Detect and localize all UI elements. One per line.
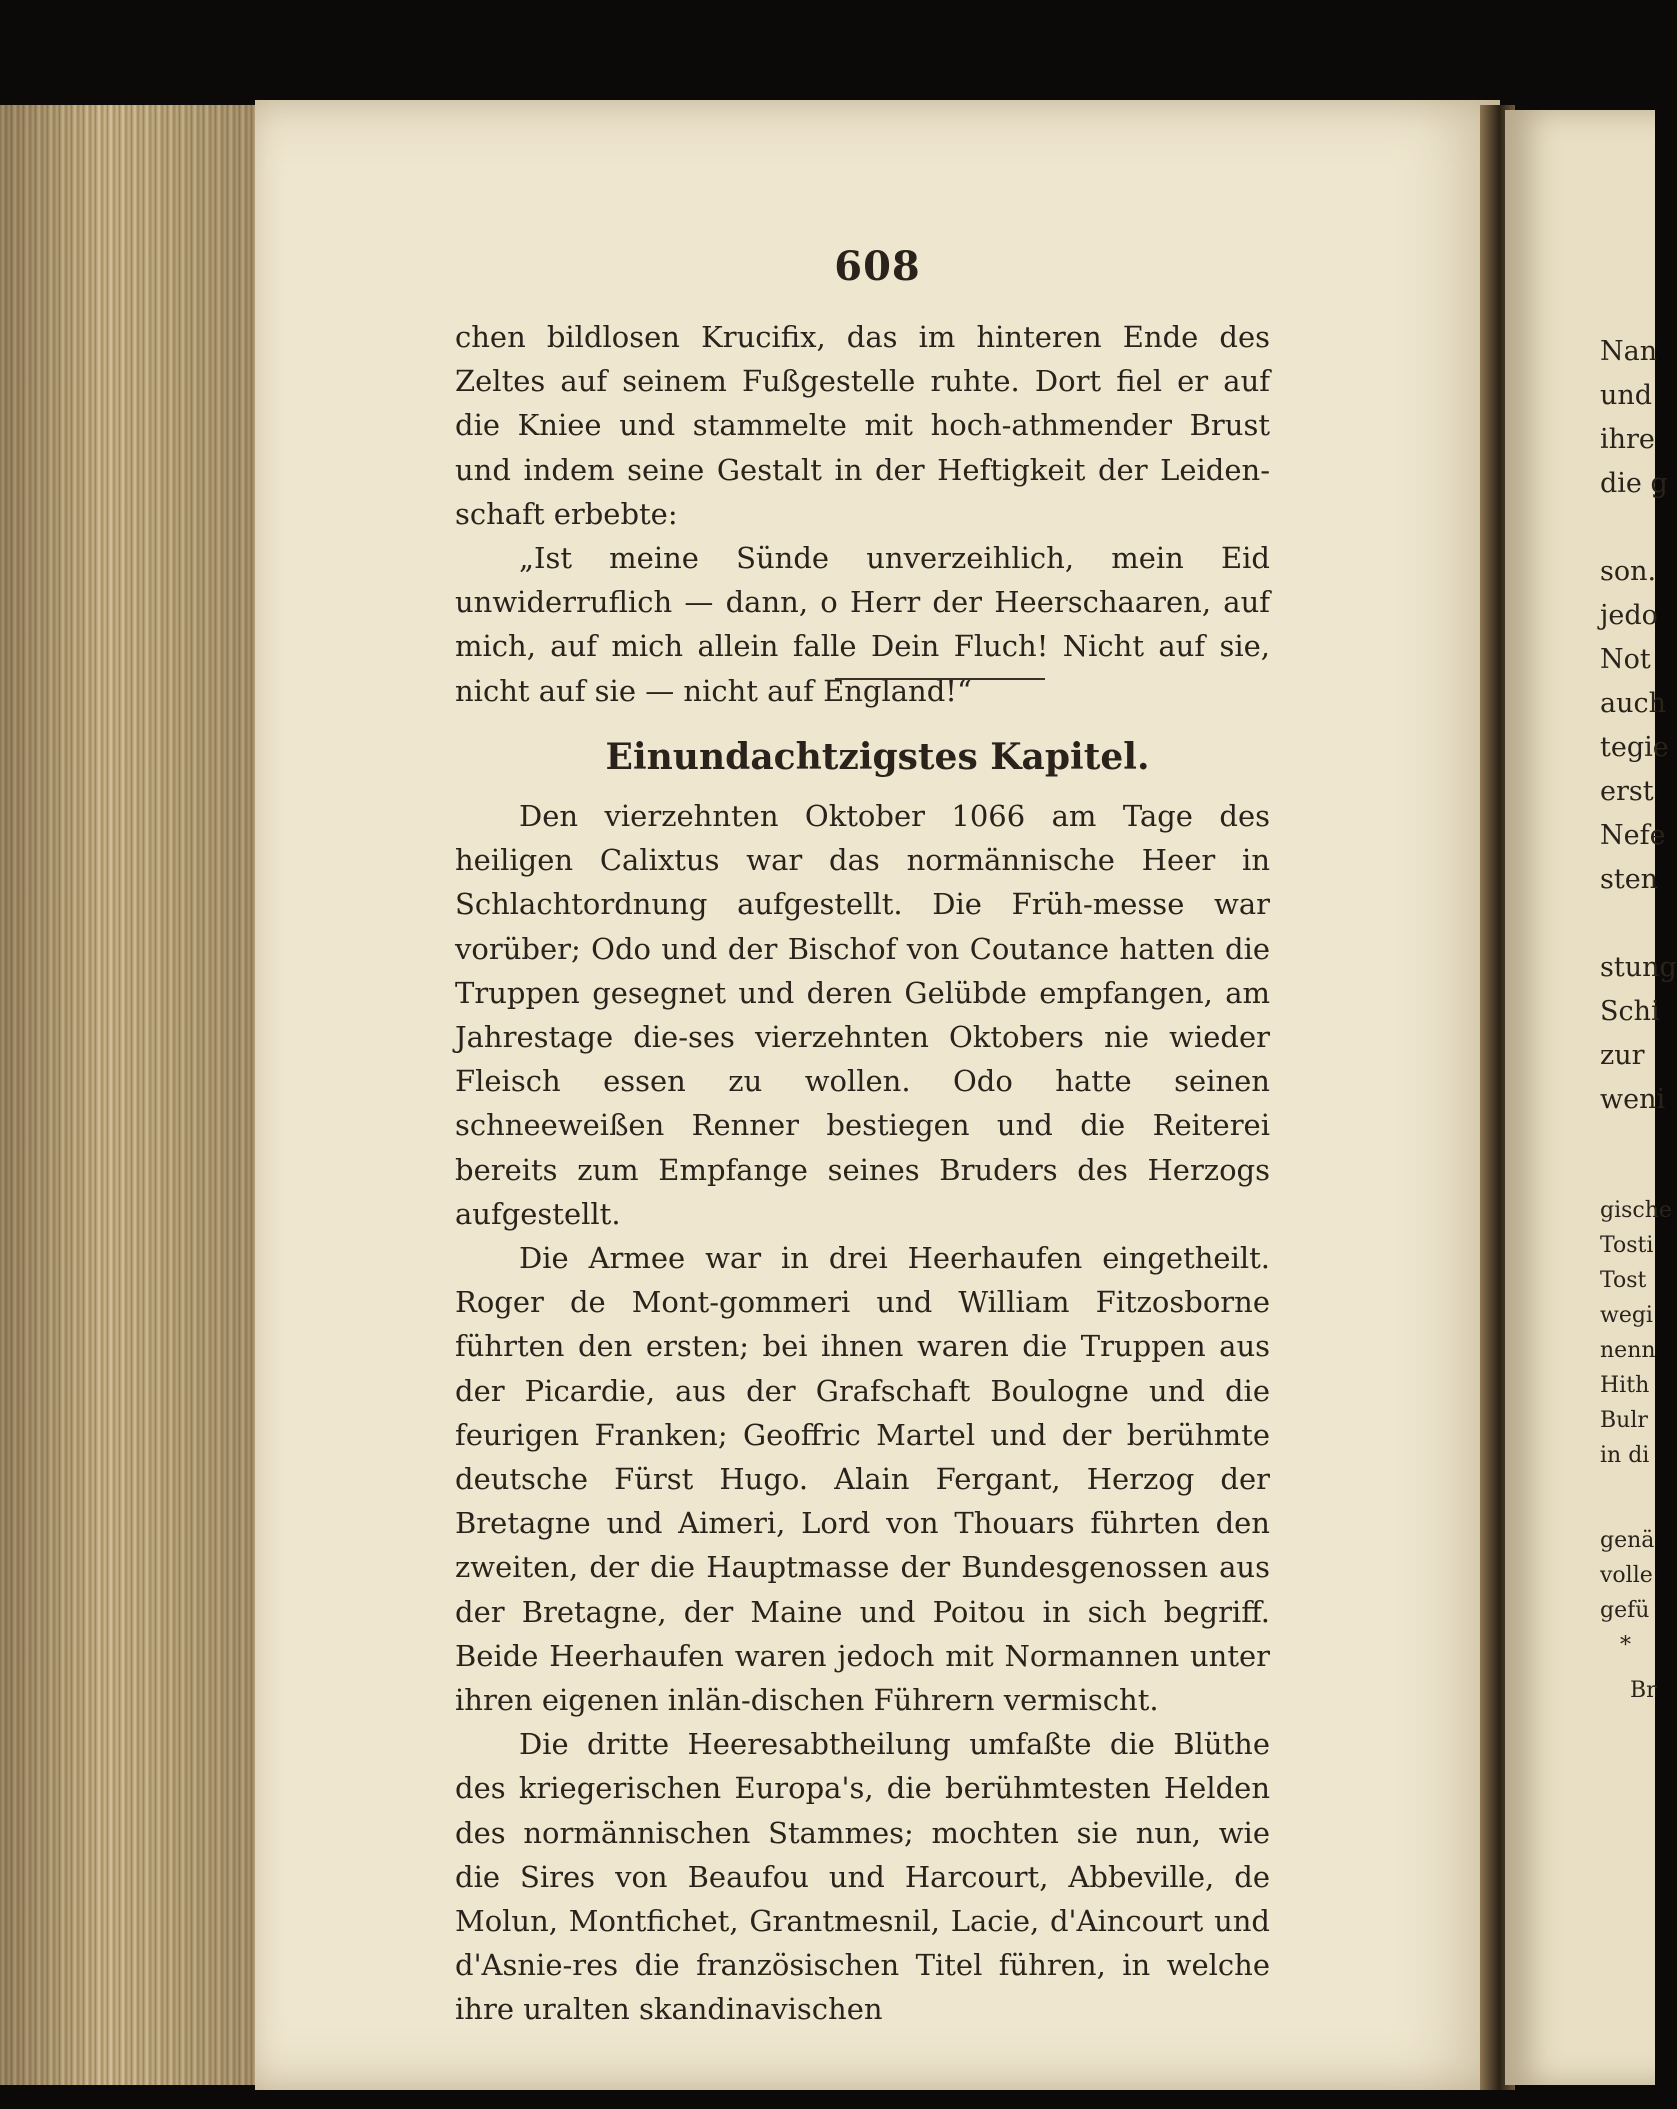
facing-line: sten bbox=[1600, 864, 1659, 895]
facing-line: zur bbox=[1600, 1040, 1645, 1071]
facing-line: weni bbox=[1600, 1084, 1666, 1115]
facing-line: die g bbox=[1600, 468, 1668, 499]
facing-line: ihre bbox=[1600, 424, 1655, 455]
facing-line: * bbox=[1620, 1633, 1631, 1658]
book-page-edges bbox=[0, 105, 267, 2085]
facing-line: Br bbox=[1630, 1678, 1657, 1703]
facing-line: Nan bbox=[1600, 336, 1658, 367]
facing-line: tegie bbox=[1600, 732, 1669, 763]
page-number: 608 bbox=[834, 243, 921, 290]
chapter-title: Einundachtzigstes Kapitel. bbox=[605, 736, 1150, 778]
facing-line: Bulr bbox=[1600, 1408, 1648, 1433]
facing-line: Hith bbox=[1600, 1373, 1650, 1398]
paragraph: „Ist meine Sünde unverzeihlich, mein Eid unwiderruflich — dann, o Herr der Heerschaaren, auf mich, auf mich allein falle Dein Fluch! Nicht auf sie, nicht auf sie — nicht auf England!“ bbox=[455, 541, 1270, 708]
facing-line: erst bbox=[1600, 776, 1654, 807]
section-divider bbox=[835, 678, 1045, 680]
facing-line: Schi bbox=[1600, 996, 1660, 1027]
book-page-left bbox=[255, 100, 1500, 2090]
facing-line: genä bbox=[1600, 1528, 1655, 1553]
paragraph: Die Armee war in drei Heerhaufen eingetheilt. Roger de Mont-gommeri und William Fitzosborne führten den ersten; bei ihnen waren die Truppen aus der Picardie, aus der Grafschaft Boulogne und die feurigen Franken; Geoffric Martel und der berühmte deutsche Fürst Hugo. Alain Fergant, Herzog der Bretagne und Aimeri, Lord von Thouars führten den zweiten, der die Hauptmasse der Bundesgenossen aus der Bretagne, der Maine und Poitou in sich begriff. Beide Heerhaufen waren jedoch mit Normannen unter ihren eigenen inlän-dischen Führern vermischt. bbox=[455, 1241, 1270, 1718]
facing-line: Nefe bbox=[1600, 820, 1666, 851]
facing-line: und bbox=[1600, 380, 1653, 411]
facing-line: gefü bbox=[1600, 1598, 1650, 1623]
facing-line: in di bbox=[1600, 1443, 1650, 1468]
facing-line: auch bbox=[1600, 688, 1666, 719]
text-block-bottom bbox=[455, 794, 1270, 2032]
facing-line: stung bbox=[1600, 952, 1677, 983]
paragraph: chen bildlosen Krucifix, das im hinteren Ende des Zeltes auf seinem Fußgestelle ruhte. Dort fiel er auf die Kniee und stammelte mit hoch-athmender Brust und indem seine Gestalt in der Heftigkeit der Leiden-schaft erbebte: bbox=[455, 320, 1270, 531]
facing-line: wegi bbox=[1600, 1303, 1653, 1328]
facing-line: Not bbox=[1600, 644, 1651, 675]
facing-line: son. bbox=[1600, 556, 1657, 587]
paragraph: Den vierzehnten Oktober 1066 am Tage des heiligen Calixtus war das normännische Heer in Schlachtordnung aufgestellt. Die Früh-messe war vorüber; Odo und der Bischof von Coutance hatten die Truppen gesegnet und deren Gelübde empfangen, am Jahrestage die-ses vierzehnten Oktobers nie wieder Fleisch essen zu wollen. Odo hatte seinen schneeweißen Renner bestiegen und die Reiterei bereits zum Empfange seines Bruders des Herzogs aufgestellt. bbox=[455, 799, 1270, 1231]
facing-line: volle bbox=[1600, 1563, 1653, 1588]
facing-line: jedo bbox=[1600, 600, 1658, 631]
text-block-top bbox=[455, 315, 1270, 713]
facing-line: gische bbox=[1600, 1198, 1672, 1223]
paragraph: Die dritte Heeresabtheilung umfaßte die Blüthe des kriegerischen Europa's, die berühmtesten Helden des normännischen Stammes; mochten sie nun, wie die Sires von Beaufou und Harcourt, Abbeville, de Molun, Montfichet, Grantmesnil, Lacie, d'Aincourt und d'Asnie-res die französischen Titel führen, in welche ihre uralten skandinavischen bbox=[455, 1727, 1270, 2027]
book-page-right-partial bbox=[1505, 110, 1677, 2085]
facing-line: Tost bbox=[1600, 1268, 1647, 1293]
facing-line: nenn bbox=[1600, 1338, 1656, 1363]
facing-line: Tosti bbox=[1600, 1233, 1654, 1258]
